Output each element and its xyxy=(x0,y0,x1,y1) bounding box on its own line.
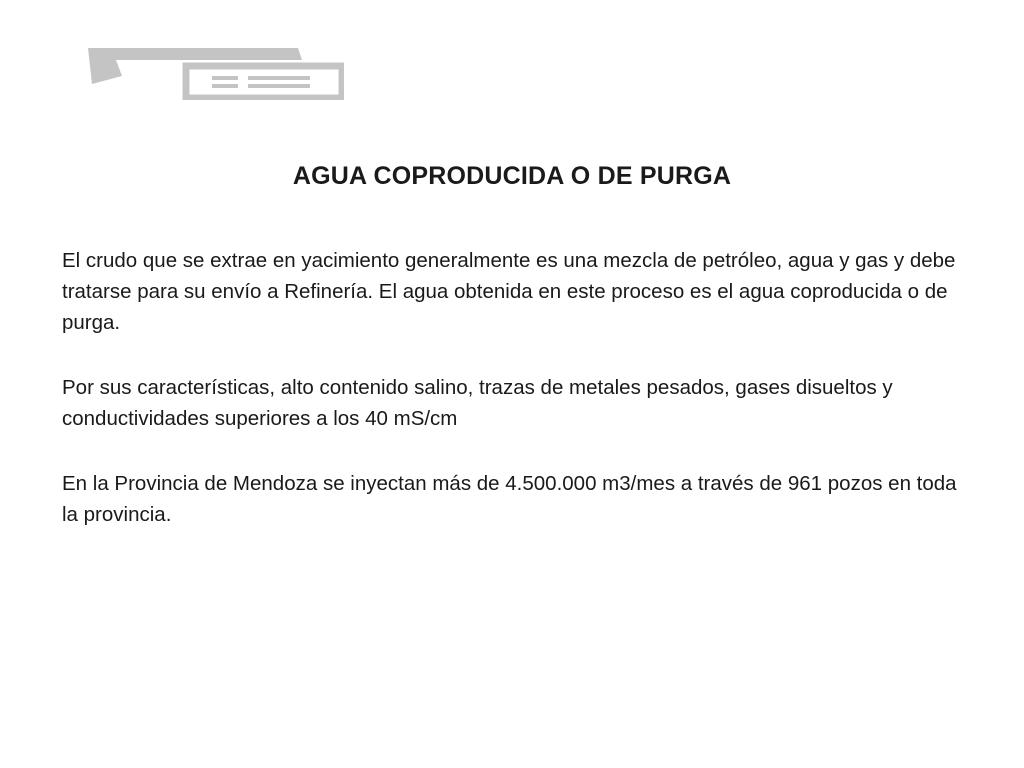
document-logo-icon xyxy=(88,46,344,100)
paragraph-intro: El crudo que se extrae en yacimiento generalmente es una mezcla de petróleo, agua y gas y debe tratarse para su envío a Refinería. El agua obtenida en este proceso es el agua coproducida o de purga. xyxy=(62,249,956,334)
slide-title: AGUA COPRODUCIDA O DE PURGA xyxy=(292,162,732,190)
paragraph-characteristics: Por sus características, alto contenido salino, trazas de metales pesados, gases disueltos y conductividades superiores a los 40 mS/cm xyxy=(62,376,893,430)
slide-body xyxy=(62,245,962,564)
paragraph-injection: En la Provincia de Mendoza se inyectan más de 4.500.000 m3/mes a través de 961 pozos en toda la provincia. xyxy=(62,472,957,526)
